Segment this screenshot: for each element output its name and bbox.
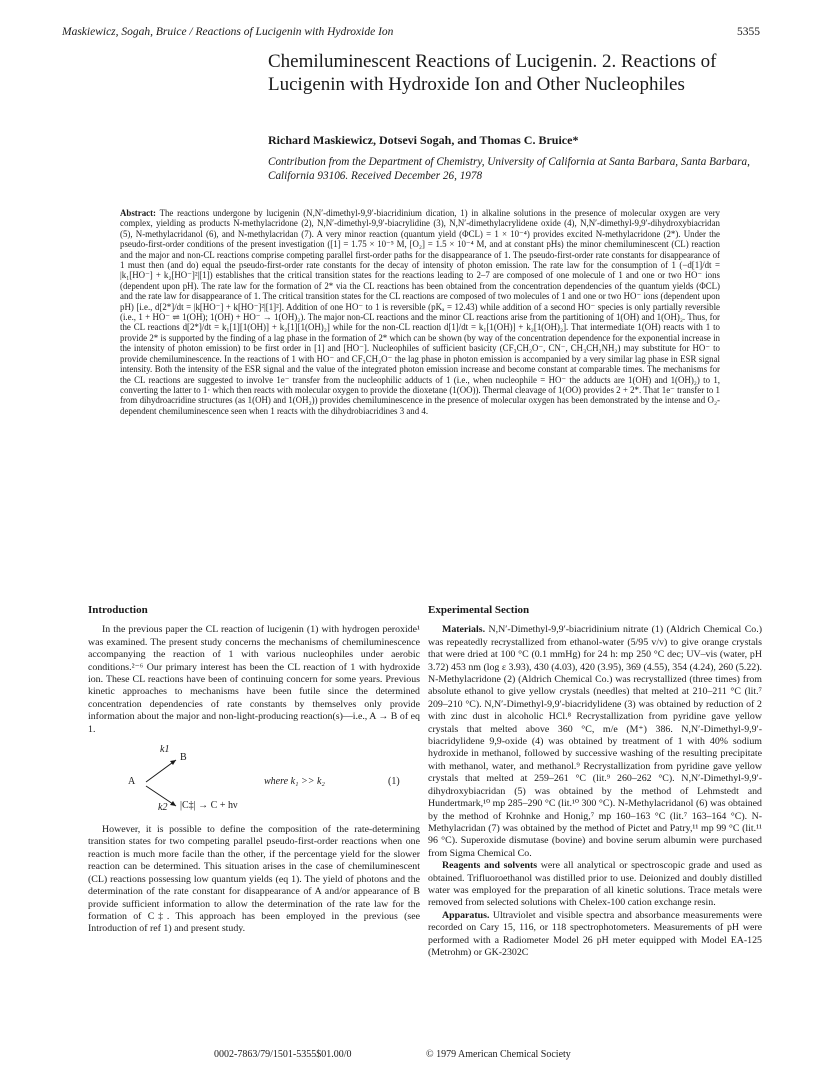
eq-number: (1) xyxy=(388,776,400,788)
apparatus-label: Apparatus. xyxy=(442,909,490,921)
abstract-label: Abstract: xyxy=(120,208,156,218)
reagents-text: were all analytical or spectroscopic grade and used as obtained. Trifluoroethanol was distilled prior to use. Deionized and doubly distilled water was employed for the preparation of all kinetic solutions. Trace metals were removed from selected solutions with Chelex-100 cation exchange resin. xyxy=(428,860,762,909)
eq-product-b: B xyxy=(180,752,187,764)
materials-paragraph xyxy=(428,624,762,860)
right-column xyxy=(428,604,762,959)
authors: Richard Maskiewicz, Dotsevi Sogah, and Thomas C. Bruice* xyxy=(268,133,579,147)
abstract-text: The reactions undergone by lucigenin (N,N′-dimethyl-9,9′-biacridinium dication, 1) in alkaline solutions in the presence of molecular oxygen are very complex, yielding as products N-methylacridone (2), N,N′-dimethyl-9,9′-biacrylidine (3), N,N′-dimethylacrylidene oxide (4), N,N′-dimethyl-9,9′-dihydroxybiacridan (5), N-methylacridanol (6), and N-methylacridan (7). A very minor reaction (quantum yield (ΦCL) = 1 × 10⁻⁴) provides excited N-methylacridone (2*). Under the pseudo-first-order conditions of the present investigation ([1] = 1.75 × 10⁻⁵ M, [O₂] = 1.5 × 10⁻⁴ M, and at constant pHs) the minor chemiluminescent (CL) reaction and the major and non-CL reactions comprise competing parallel first-order paths for the disappearance of 1. The pseudo-first-order rate constants for disappearance of 1 must then (and do) equal the pseudo-first-order rate constants for the decay of intensity of photon emission. The rate law for the consumption of 1 (−d[1]/dt = |k₁[HO⁻] + k₂[HO⁻]²|[1]) establishes that the critical transition states for the reactions leading to 2–7 are composed of one molecule of 1 and one or two HO⁻ ions (dependent upon pH). The rate law for the formation of 2* via the CL reactions has been obtained from the concentration dependencies of the quantum yields (ΦCL) and the rate law for disappearance of 1. The critical transition states for the CL reactions are composed of two molecules of 1 and one or two HO⁻ ions (dependent upon pH) [i.e., d[2*]/dt = |k[HO⁻] + k[HO⁻]²|[1]²]. Addition of one HO⁻ to 1 is reversible (pKₐ = 12.43) while addition of a second HO⁻ species is only partially reversible (i.e., 1 + HO⁻ ⇌ 1(OH); 1(OH) + HO⁻ → 1(OH)₂). The major non-CL reactions and the minor CL reactions arise from the partitioning of 1(OH) and 1(OH)₂. Thus, for the CL reactions d[2*]/dt = k₁[1][1(OH)] + k₂[1][1(OH)₂] while for the non-CL reaction d[1]/dt = k₁[1(OH)] + k₂[1(OH)₂]. That intermediate 1(OH) reacts with 1 to provide 2* is supported by the finding of a lag phase in the formation of 2* which can be shown (by way of the concentration dependence for the exponential increase in the intensity of photon emission) to be first order in [1] and [HO⁻]. Nucleophiles of sufficient basicity (CF₃CH₂O⁻, CN⁻, CH₃CH₂NH₂) may substitute for HO⁻ to provide chemiluminescence. In the reactions of 1 with HO⁻ and CF₃CH₂O⁻ the lag phase in photon emission is accompanied by a very similar lag phase in ESR signal intensity. Both the intensity of the ESR signal and the value of the integrated photon emission increase and become constant at comparable times. The mechanisms for the CL reactions are suggested to involve 1e⁻ transfer from the nucleophilic adducts of 1 (i.e., when nucleophile = HO⁻ the adducts are 1(OH) and 1(OH)₂) to 1, converting the latter to 1· which then reacts with molecular oxygen to provide the dioxetane (1(OO)). Thermal cleavage of 1(OO) provides 2 + 2*. That 1e⁻ transfer to 1 from dihydroacridine structures (as 1(OH) and 1(OH₂)) provides chemiluminescence in the presence of molecular oxygen has been demonstrated by the intense and O₂-dependent chemiluminescence seen when 1 reacts with the dihydrobiacridines 3 and 4. xyxy=(120,208,720,416)
apparatus-text: Ultraviolet and visible spectra and absorbance measurements were recorded on Cary 15, 116, or 118 spectrophotometers. Measurements of pH were performed with a Radiometer Model 26 pH meter equipped with Model EA-125 (Metrohm) or GK-2302C xyxy=(428,909,762,958)
eq-reactant-a: A xyxy=(128,776,136,788)
footer-code: 0002-7863/79/1501-5355$01.00/0 xyxy=(214,1049,352,1060)
apparatus-paragraph xyxy=(428,910,762,960)
materials-label: Materials. xyxy=(442,624,486,636)
introduction-heading: Introduction xyxy=(88,604,148,616)
footer-copyright: © 1979 American Chemical Society xyxy=(426,1049,571,1060)
article-title: Chemiluminescent Reactions of Lucigenin. 2. Reactions of Lucigenin with Hydroxide Ion and Other Nucleophiles xyxy=(268,51,717,95)
reagents-label: Reagents and solvents xyxy=(442,860,538,872)
abstract xyxy=(120,208,720,416)
eq-k2: k2 xyxy=(158,802,168,814)
intro-paragraph-1: In the previous paper the CL reaction of lucigenin (1) with hydrogen peroxide¹ was examined. The present study concerns the mechanisms of chemiluminescence accompanying the reaction of 1 with various nucleophiles under aerobic conditions.²⁻⁶ Our primary interest has been the CL reaction of 1 with hydroxide ion. These CL reactions have been of continuing concern for some years. Previous kinetic approaches to mechanisms have been futile since the determined concentration dependencies of rate constants by themselves only provide information about the major and non-light-producing reaction(s)—i.e., A → B of eq 1. xyxy=(88,624,420,735)
affiliation: Contribution from the Department of Chemistry, University of California at Santa Barbara, Santa Barbara, California 93106. Received December 26, 1978 xyxy=(268,156,750,182)
eq-condition: where k₁ >> k₂ xyxy=(264,776,325,788)
page-number: 5355 xyxy=(737,26,760,38)
reagents-paragraph xyxy=(428,860,762,910)
equation-1 xyxy=(88,742,420,820)
running-head: Maskiewicz, Sogah, Bruice / Reactions of Lucigenin with Hydroxide Ion xyxy=(62,26,394,38)
eq-product-c: |C‡| → C + hν xyxy=(180,800,238,812)
experimental-heading: Experimental Section xyxy=(428,604,530,616)
eq-k1: k1 xyxy=(160,744,170,756)
intro-paragraph-2: However, it is possible to define the composition of the rate-determining transition states for two competing parallel pseudo-first-order reactions when one reaction is much more facile than the other, if the percentage yield for the slower reaction can be determined. This situation arises in the case of chemiluminescent (CL) reactions possessing low quantum yields (eq 1). The yield of photons and the determination of the rate constant for disappearance of A and/or appearance of B provide sufficient information to allow the determination of the rate law for the formation of C‡. This approach has been employed in the previous (see Introduction of ref 1) and present study. xyxy=(88,824,420,935)
materials-text: N,N′-Dimethyl-9,9′-biacridinium nitrate (1) (Aldrich Chemical Co.) was repeatedly recrystallized from ethanol-water (5/95 v/v) to give orange crystals that were dried at 100 °C (0.1 mmHg) for 24 h: mp 250 °C dec; UV–vis (water, pH 3.72) 453 nm (log ε 3.93), 430 (4.03), 420 (3.95), 369 (4.55), 354 (4.24), 260 (5.22). N-Methylacridone (2) (Aldrich Chemical Co.) was recrystallized (three times) from absolute ethanol to give yellow crystals (needles) that melted at 210–211 °C (lit.⁷ 209–210 °C). N,N′-Dimethyl-9,9′-biacridylidene (3) was obtained by reduction of 2 with zinc dust in alcoholic HCl.⁸ Recrystallization from pyridine gave yellow crystals that melted above 360 °C, m/e (M⁺) 386. N,N′-Dimethyl-9,9′-biacridylidene 9,9-oxide (4) was obtained by treatment of 1 with 40% sodium hydroxide in methanol, followed by successive washing of the resulting precipitate with methanol, water, and methanol.⁹ Recrystallization from pyridine gave yellow crystals that melted at 259–261 °C (lit.⁹ 260–262 °C). N,N′-Dimethyl-9,9′-dihydroxybiacridan (5) was obtained by the method of Lehmstedt and Hundertmark,¹⁰ mp 285–290 °C (lit.¹⁰ 300 °C). N-Methylacridanol (6) was obtained by the method of Krohnke and Honig,⁷ mp 160–163 °C (lit.⁷ 163–164 °C). N-Methylacridan (7) was obtained by the method of Pictet and Patry,¹¹ mp 99 °C (lit.¹¹ 96 °C). Superoxide dismutase (bovine) and bovine serum albumin were purchased from Sigma Chemical Co. xyxy=(428,624,762,859)
left-column xyxy=(88,604,420,936)
